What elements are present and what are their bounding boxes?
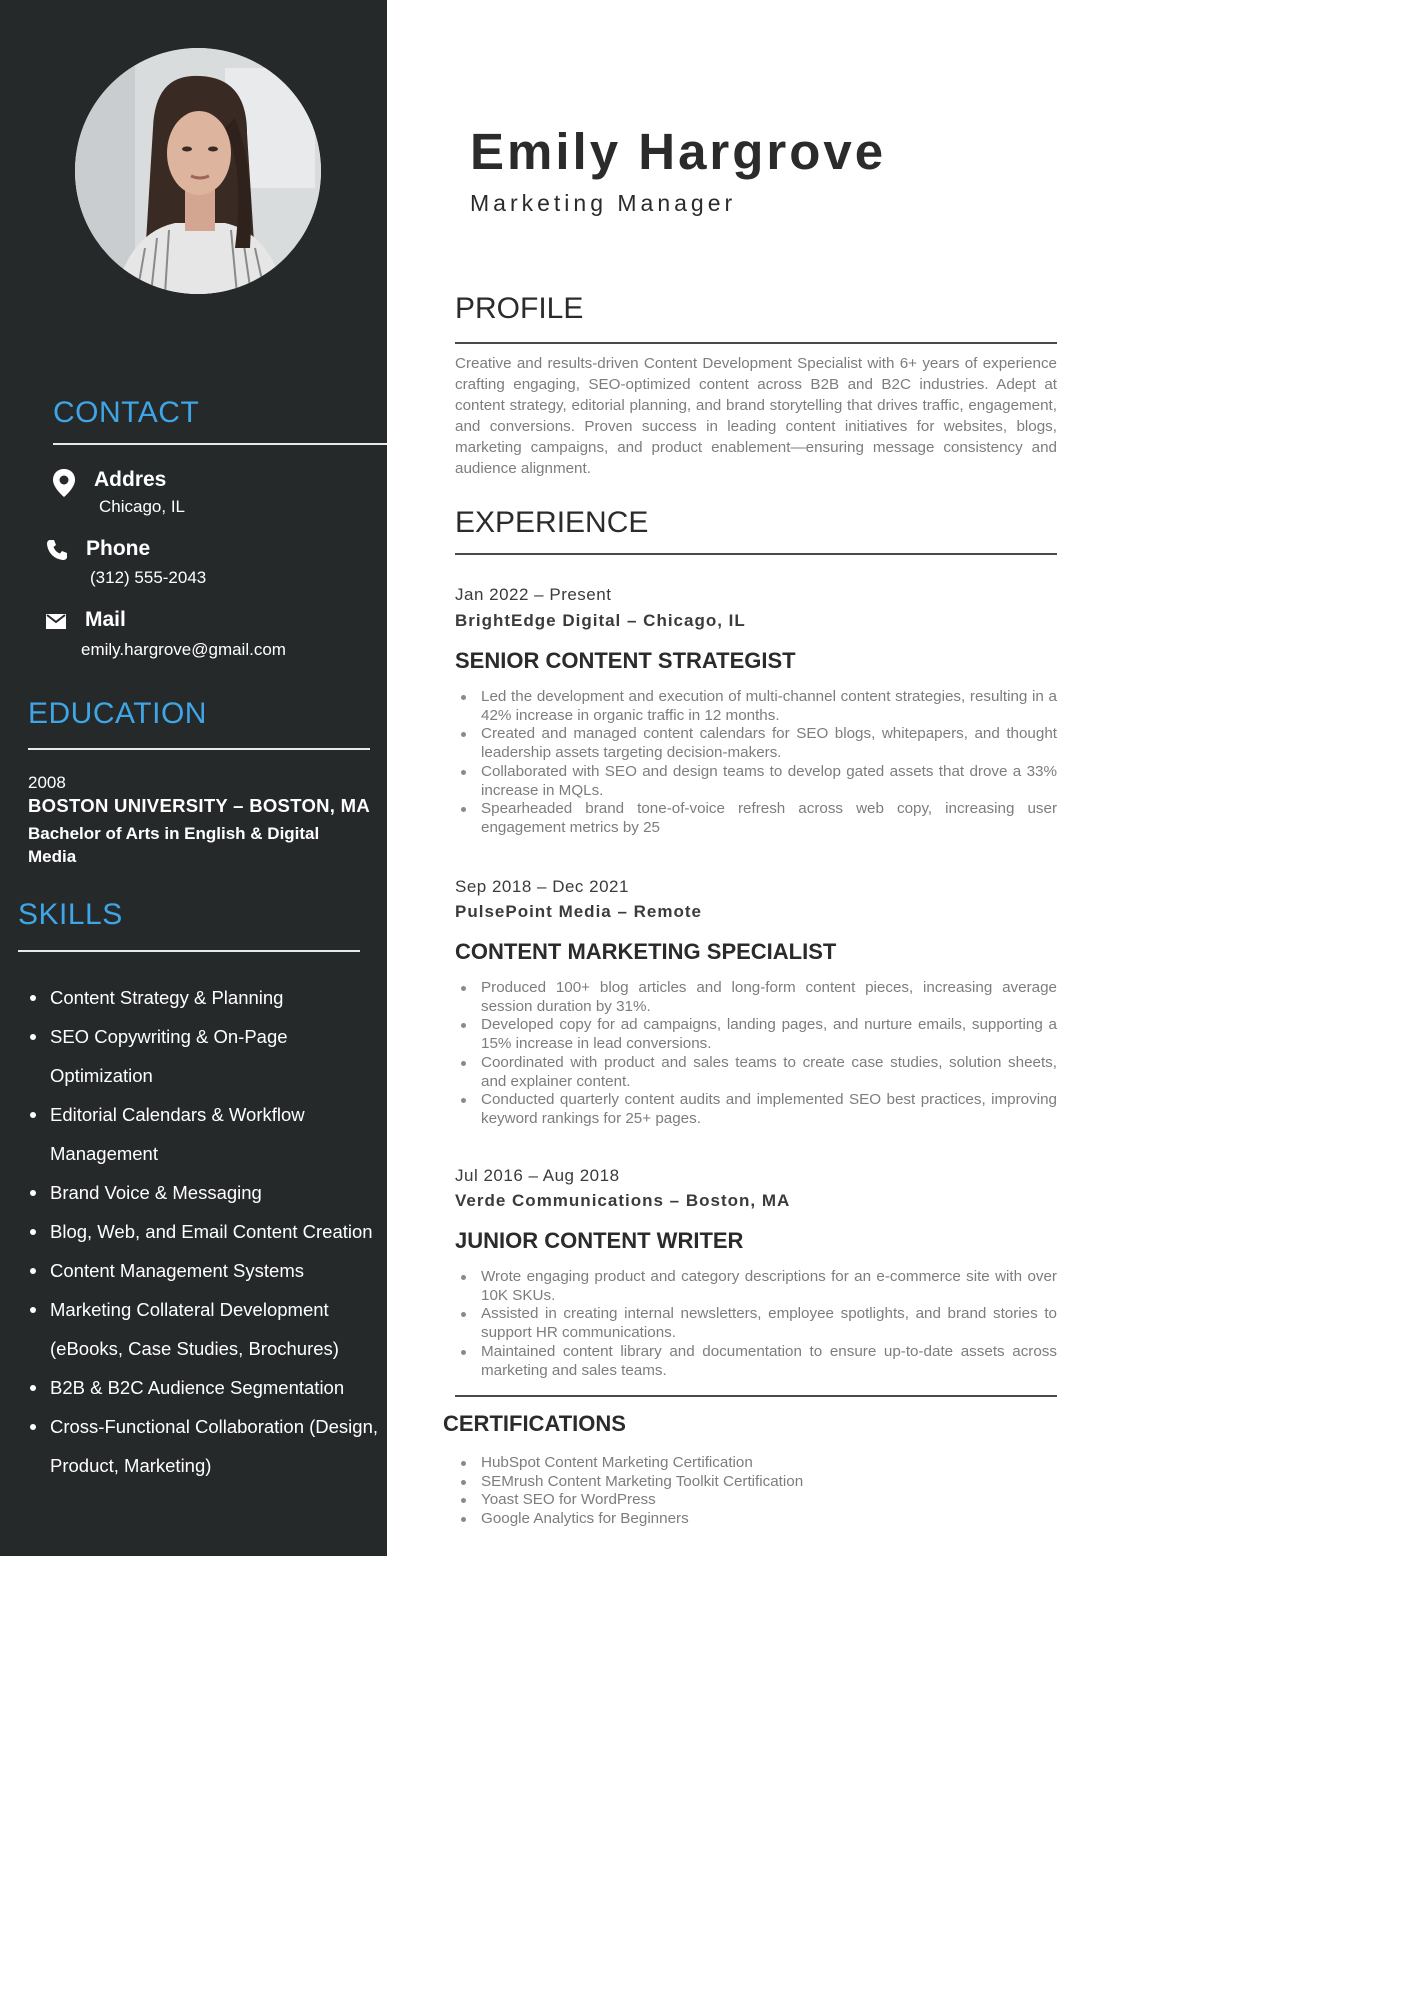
phone-icon [45,538,69,567]
job-bullet: Coordinated with product and sales teams to create case studies, solution sheets, and explainer content. [455,1054,1057,1091]
job-bullet: Maintained content library and documentation to ensure up-to-date assets across marketing and sales teams. [455,1343,1057,1380]
certifications-heading: CERTIFICATIONS [443,1411,626,1436]
education-degree: Bachelor of Arts in English & Digital Media [28,824,320,866]
location-pin-icon [52,468,76,503]
job-bullets [455,1268,1057,1380]
job-dates: Jan 2022 – Present [455,585,612,604]
skills-divider [18,950,360,952]
job-bullet: Assisted in creating internal newsletters, employee spotlights, and brand stories to support HR communications. [455,1305,1057,1342]
portrait-image [75,48,321,294]
certification-item: SEMrush Content Marketing Toolkit Certification [455,1473,1057,1492]
job-title: CONTENT MARKETING SPECIALIST [455,939,837,964]
job-bullet: Spearheaded brand tone-of-voice refresh across web copy, increasing user engagement metrics by 25 [455,800,1057,837]
certification-item: Yoast SEO for WordPress [455,1491,1057,1510]
job-dates: Jul 2016 – Aug 2018 [455,1166,620,1185]
certifications-divider [455,1395,1057,1397]
job-dates: Sep 2018 – Dec 2021 [455,877,629,896]
profile-heading: PROFILE [455,292,584,325]
education-divider [28,748,370,750]
certification-item: Google Analytics for Beginners [455,1510,1057,1529]
job-bullets [455,979,1057,1129]
experience-divider [455,553,1057,555]
job-bullet: Led the development and execution of multi-channel content strategies, resulting in a 42% increase in organic traffic in 12 months. [455,688,1057,725]
job-company: PulsePoint Media – Remote [455,902,702,921]
job-bullet: Wrote engaging product and category descriptions for an e-commerce site with over 10K SKUs. [455,1268,1057,1305]
job-bullet: Created and managed content calendars for SEO blogs, whitepapers, and thought leadership assets targeting decision-makers. [455,725,1057,762]
person-name: Emily Hargrove [470,123,887,180]
job-role: Marketing Manager [470,190,737,216]
address-label: Addres [94,468,167,491]
certifications-list [455,1454,1057,1529]
skill-item: Content Strategy & Planning [18,978,378,1017]
contact-heading: CONTACT [53,396,200,429]
job-company: BrightEdge Digital – Chicago, IL [455,611,746,630]
skill-item: Cross-Functional Collaboration (Design, Product, Marketing) [18,1407,378,1485]
job-title: SENIOR CONTENT STRATEGIST [455,648,796,673]
skill-item: Brand Voice & Messaging [18,1173,378,1212]
skill-item: Editorial Calendars & Workflow Management [18,1095,378,1173]
phone-label: Phone [86,537,151,560]
profile-text: Creative and results-driven Content Development Specialist with 6+ years of experience crafting engaging, SEO-optimized content across B2B and B2C industries. Adept at content strategy, editorial planning, and brand storytelling that drives traffic, engagement, and conversions. Proven success in leading content initiatives for websites, blogs, marketing campaigns, and product enablement—ensuring message consistency and audience alignment. [455,355,1057,477]
skills-heading: SKILLS [18,898,123,931]
certification-item: HubSpot Content Marketing Certification [455,1454,1057,1473]
mail-label: Mail [85,608,126,631]
address-value: Chicago, IL [99,497,185,516]
skill-item: Marketing Collateral Development (eBooks, Case Studies, Brochures) [18,1290,378,1368]
mail-value[interactable]: emily.hargrove@gmail.com [81,640,286,659]
skill-item: Blog, Web, and Email Content Creation [18,1212,378,1251]
education-year: 2008 [28,773,66,792]
job-company: Verde Communications – Boston, MA [455,1191,791,1210]
job-bullets [455,688,1057,838]
profile-divider [455,342,1057,344]
job-bullet: Collaborated with SEO and design teams to develop gated assets that drove a 33% increase in MQLs. [455,763,1057,800]
profile-photo [75,48,321,294]
skill-item: Content Management Systems [18,1251,378,1290]
mail-icon [46,614,66,634]
job-bullet: Produced 100+ blog articles and long-form content pieces, increasing average session duration by 31%. [455,979,1057,1016]
skill-item: SEO Copywriting & On-Page Optimization [18,1017,378,1095]
education-heading: EDUCATION [28,697,207,730]
job-bullet: Developed copy for ad campaigns, landing pages, and nurture emails, supporting a 15% increase in lead conversions. [455,1016,1057,1053]
job-bullet: Conducted quarterly content audits and implemented SEO best practices, improving keyword rankings for 25+ pages. [455,1091,1057,1128]
skills-list [18,978,378,1485]
phone-value[interactable]: (312) 555-2043 [90,568,207,587]
skill-item: B2B & B2C Audience Segmentation [18,1368,378,1407]
education-school: BOSTON UNIVERSITY – BOSTON, MA [28,795,371,816]
main-content [387,0,1100,1556]
job-title: JUNIOR CONTENT WRITER [455,1228,744,1253]
sidebar [0,0,387,1556]
experience-heading: EXPERIENCE [455,506,649,539]
contact-divider [53,443,387,445]
